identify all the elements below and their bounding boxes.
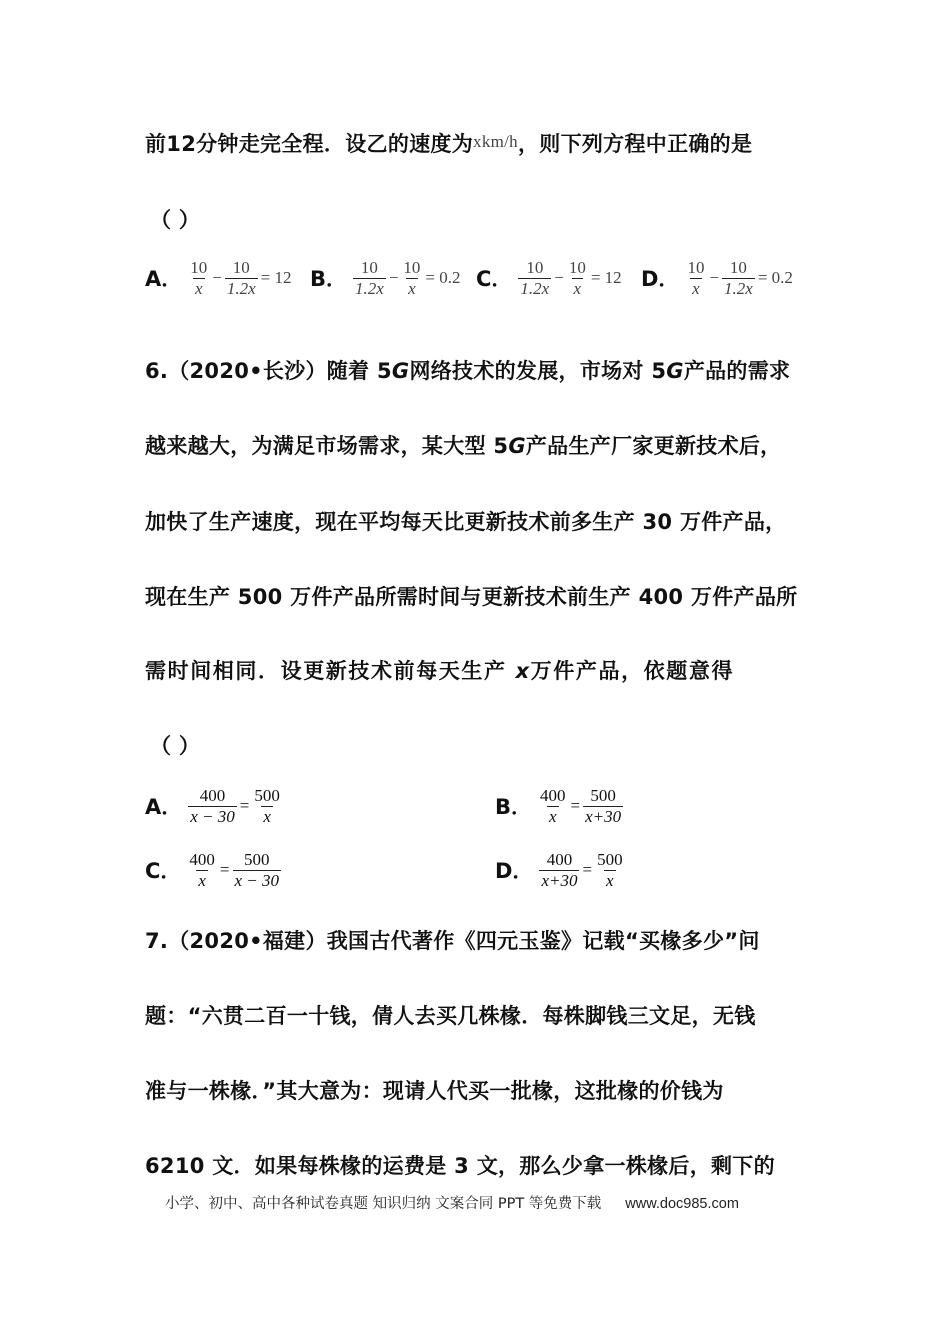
option-label: A． <box>145 267 183 292</box>
option-label: B． <box>310 267 348 292</box>
q7-line-1: 7.（2020•福建）我国古代著作《四元玉鉴》记载“买椽多少”问 <box>145 929 760 953</box>
q7-line-2: 题：“六贯二百一十钱，倩人去买几株椽．每株脚钱三文足，无钱 <box>145 1004 756 1028</box>
q5-option-a[interactable]: A． $\frac{10}{x}$ − $\frac{10}{1.2x}$ = 12 <box>145 258 292 298</box>
q6-line-1: 6.（2020•长沙）随着 5G网络技术的发展，市场对 5G产品的需求 <box>145 359 791 383</box>
q6-answer-paren: （ ） <box>150 734 201 758</box>
q6-option-a[interactable]: A． $\frac{400}{x - 30}$ = $\frac{500}{x}$ <box>145 786 280 826</box>
q5-line-1: 前12分钟走完全程．设乙的速度为xkm/h，则下列方程中正确的是 <box>145 132 753 156</box>
q7-line-4: 6210 文．如果每株椽的运费是 3 文，那么少拿一株椽后，剩下的 <box>145 1154 775 1178</box>
speed-unit: xkm/h <box>473 132 518 151</box>
option-label: B． <box>495 795 533 820</box>
q5-option-c[interactable]: C． $\frac{10}{1.2x}$ − $\frac{10}{x}$ = 12 <box>476 258 622 298</box>
fraction: $\frac{10}{1.2x}$ <box>724 258 753 298</box>
fraction: $\frac{500}{x - 30}$ <box>234 850 280 890</box>
q6-line-5: 需时间相同．设更新技术前每天生产 x万件产品，依题意得 <box>145 659 735 683</box>
q6-line-3: 加快了生产速度，现在平均每天比更新技术前多生产 30 万件产品， <box>145 510 787 534</box>
fraction: $\frac{400}{x}$ <box>540 786 566 826</box>
q6-option-c[interactable]: C． $\frac{400}{x}$ = $\frac{500}{x - 30}$ <box>145 850 280 890</box>
fraction: $\frac{10}{1.2x}$ <box>226 258 256 298</box>
fraction: $\frac{10}{x}$ <box>687 258 705 298</box>
fraction: $\frac{500}{x}$ <box>254 786 280 826</box>
q5-option-d[interactable]: D． $\frac{10}{x}$ − $\frac{10}{1.2x}$ = 0.2 <box>641 258 793 298</box>
footer-text: 小学、初中、高中各种试卷真题 知识归纳 文案合同 PPT 等免费下载 <box>165 1196 602 1212</box>
q7-line-3: 准与一株椽．”其大意为：现请人代买一批椽，这批椽的价钱为 <box>145 1079 724 1103</box>
q5-option-b[interactable]: B． $\frac{10}{1.2x}$ − $\frac{10}{x}$ = 0.2 <box>310 258 461 298</box>
fraction: $\frac{10}{1.2x}$ <box>355 258 384 298</box>
option-label: C． <box>476 267 513 292</box>
q6-line-4: 现在生产 500 万件产品所需时间与更新技术前生产 400 万件产品所 <box>145 585 798 609</box>
q5-answer-paren: （ ） <box>150 208 201 232</box>
fraction: $\frac{10}{x}$ <box>190 258 208 298</box>
q6-option-b[interactable]: B． $\frac{400}{x}$ = $\frac{500}{x+30}$ <box>495 786 622 826</box>
q6-option-d[interactable]: D． $\frac{400}{x+30}$ = $\frac{500}{x}$ <box>495 850 623 890</box>
option-label: D． <box>495 859 534 884</box>
fraction: $\frac{400}{x+30}$ <box>541 850 578 890</box>
option-label: D． <box>641 267 680 292</box>
fraction: $\frac{400}{x - 30}$ <box>190 786 235 826</box>
page-footer <box>165 1192 739 1213</box>
footer-site-link[interactable]: www.doc985.com <box>625 1196 739 1212</box>
fraction: $\frac{10}{x}$ <box>568 258 586 298</box>
option-label: A． <box>145 795 183 820</box>
q6-line-2: 越来越大，为满足市场需求，某大型 5G产品生产厂家更新技术后， <box>145 434 782 458</box>
fraction: $\frac{400}{x}$ <box>189 850 215 890</box>
fraction: $\frac{10}{x}$ <box>403 258 421 298</box>
fraction: $\frac{500}{x+30}$ <box>585 786 622 826</box>
fraction: $\frac{10}{1.2x}$ <box>520 258 550 298</box>
fraction: $\frac{500}{x}$ <box>597 850 623 890</box>
option-label: C． <box>145 859 182 884</box>
